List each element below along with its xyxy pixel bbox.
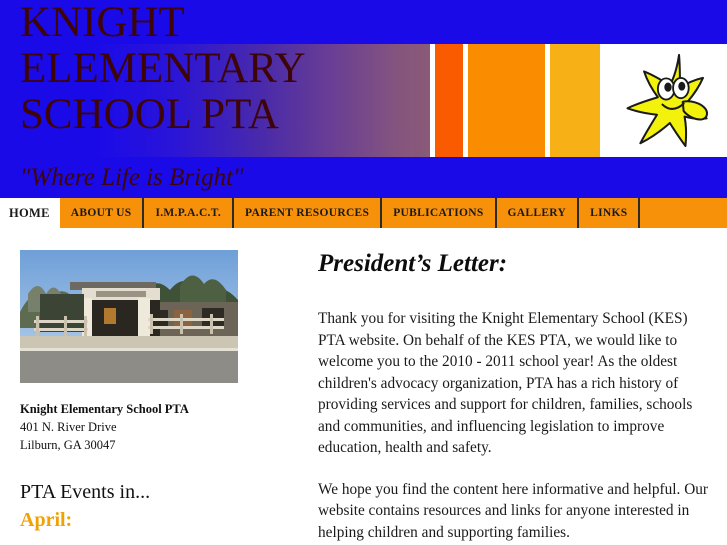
nav-item-parent-resources[interactable]: PARENT RESOURCES <box>234 198 382 228</box>
presidents-letter-paragraph-1: Thank you for visiting the Knight Elementary School (KES) PTA website. On behalf of the KES PTA, we would like to welcome you to the 2010 - 2011 school year! As the oldest children's advocacy organization, PTA has a rich history of providing services and support for children, families, schools and communities, and influencing legislation to improve education, health and safety. <box>318 310 693 456</box>
pta-address-line-1: 401 N. River Drive <box>20 420 117 434</box>
nav-item-publications[interactable]: PUBLICATIONS <box>382 198 496 228</box>
school-tagline: "Where Life is Bright" <box>20 164 244 191</box>
pta-events-month: April: <box>20 509 73 531</box>
nav-item-home[interactable]: HOME <box>0 198 60 228</box>
sidebar <box>0 228 300 545</box>
pta-address-line-2: Lilburn, GA 30047 <box>20 438 116 452</box>
school-title-line-2: ELEMENTARY <box>20 45 306 92</box>
school-title-line-3: SCHOOL PTA <box>20 91 279 138</box>
pta-events-heading: PTA Events in... <box>20 481 151 503</box>
presidents-letter-paragraph-2: We hope you find the content here informative and helpful. Our website contains resources and links for anyone interested in helping children and supporting families. <box>318 480 708 541</box>
page-title <box>20 0 440 138</box>
banner-logo-panel <box>600 44 727 157</box>
page-content <box>0 228 727 545</box>
nav-item-impact[interactable]: I.M.P.A.C.T. <box>144 198 234 228</box>
smiling-star-icon <box>622 52 714 148</box>
pta-org-name: Knight Elementary School PTA <box>20 402 189 416</box>
school-title-line-1: KNIGHT <box>20 0 185 46</box>
pta-address-block <box>20 400 300 454</box>
banner-amber-band <box>550 44 600 157</box>
banner-orange-band <box>468 44 545 157</box>
site-header <box>0 0 727 198</box>
nav-item-about-us[interactable]: ABOUT US <box>60 198 145 228</box>
school-building-photo <box>20 250 238 383</box>
nav-item-gallery[interactable]: GALLERY <box>497 198 580 228</box>
presidents-letter-heading: President’s Letter: <box>318 250 508 277</box>
nav-filler <box>640 198 727 228</box>
main-article <box>300 228 727 545</box>
main-navigation <box>0 198 727 228</box>
nav-item-links[interactable]: LINKS <box>579 198 640 228</box>
